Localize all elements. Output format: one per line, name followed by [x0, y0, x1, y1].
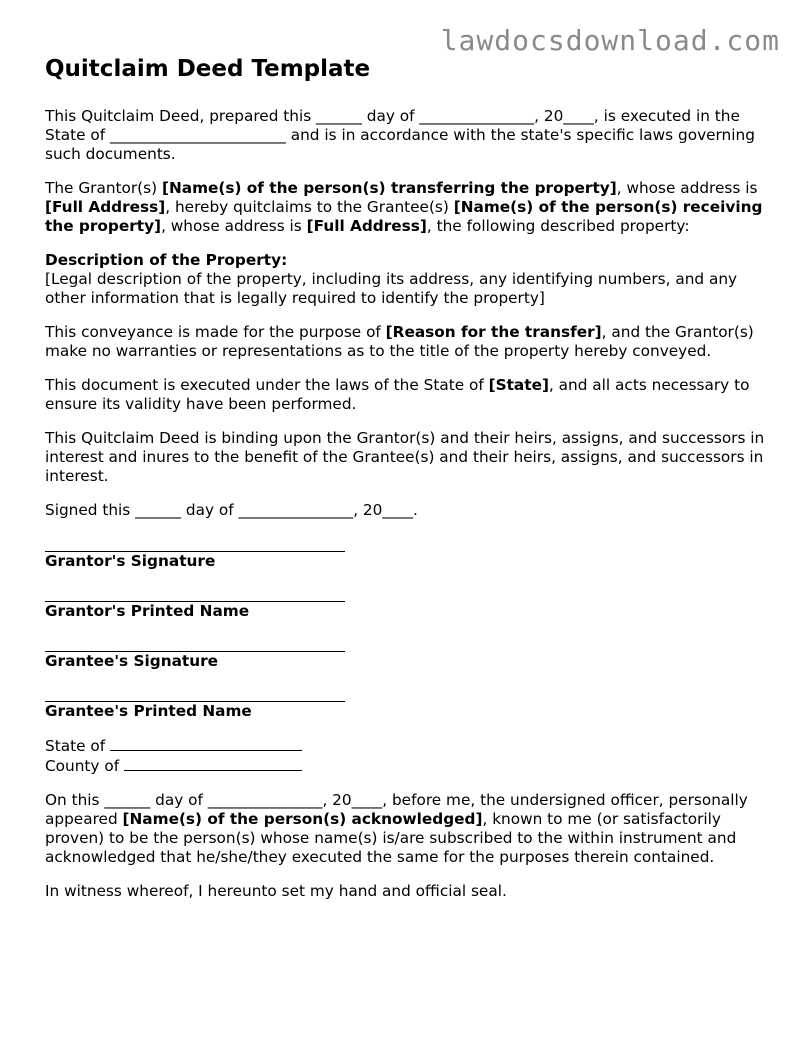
document-body [45, 54, 775, 916]
grantee-address-placeholder: [Full Address] [306, 217, 427, 235]
grantor-signature-label: Grantor's Signature [45, 552, 216, 570]
parties-paragraph: The Grantor(s) [Name(s) of the person(s) transferring the property], whose address is [Full Address], hereby quitclaims to the Grantee(s) [Name(s) of the person(s) receiving the property], whose address is [Full Address], the following described property: [45, 179, 763, 235]
intro-paragraph: This Quitclaim Deed, prepared this ______ day of _______________, 20____, is executed in the State of _______________________ and is in accordance with the state's specific laws governing such documents. [45, 107, 755, 163]
venue-block [45, 736, 775, 776]
state-of-line [45, 736, 775, 756]
grantor-printed-name-label: Grantor's Printed Name [45, 602, 250, 620]
laws-paragraph: This document is executed under the laws of the State of [State], and all acts necessary to ensure its validity have been performed. [45, 376, 750, 413]
conveyance-paragraph: This conveyance is made for the purpose of [Reason for the transfer], and the Grantor(s) make no warranties or representations as to the title of the property hereby conveyed. [45, 323, 754, 360]
state-placeholder: [State] [488, 376, 549, 394]
grantor-name-placeholder: [Name(s) of the person(s) transferring the property] [161, 179, 617, 197]
grantee-printed-name-line[interactable] [45, 686, 345, 702]
state-of-field[interactable] [110, 736, 302, 751]
witness-paragraph: In witness whereof, I hereunto set my hand and official seal. [45, 882, 507, 900]
grantee-signature-line[interactable] [45, 636, 345, 652]
property-description-text: [Legal description of the property, including its address, any identifying numbers, and any other information that is legally required to identify the property] [45, 270, 738, 307]
county-of-label: County of [45, 757, 124, 775]
grantor-printed-name-line[interactable] [45, 586, 345, 602]
grantee-name-placeholder: [Name(s) of the person(s) receiving the property] [45, 198, 763, 235]
signed-date-line: Signed this ______ day of _______________, 20____. [45, 501, 418, 519]
page-title: Quitclaim Deed Template [45, 56, 371, 82]
state-of-label: State of [45, 737, 110, 755]
property-description [45, 251, 775, 308]
property-description-heading: Description of the Property: [45, 251, 288, 269]
grantor-address-placeholder: [Full Address] [45, 198, 166, 216]
binding-paragraph: This Quitclaim Deed is binding upon the Grantor(s) and their heirs, assigns, and successors in interest and inures to the benefit of the Grantee(s) and their heirs, assigns, and successors in interest. [45, 429, 765, 485]
acknowledgment-paragraph: On this ______ day of _______________, 20____, before me, the undersigned officer, personally appeared [Name(s) of the person(s) acknowledged], known to me (or satisfactorily proven) to be the person(s) whose name(s) is/are subscribed to the within instrument and acknowledged that he/she/they executed the same for the purposes therein contained. [45, 791, 748, 866]
grantee-printed-name-label: Grantee's Printed Name [45, 702, 252, 720]
grantor-signature-line[interactable] [45, 536, 345, 552]
county-of-line [45, 756, 775, 776]
county-of-field[interactable] [124, 756, 302, 771]
grantee-signature-label: Grantee's Signature [45, 652, 219, 670]
signature-section [45, 536, 775, 721]
watermark-text: lawdocsdownload.com [440, 24, 780, 57]
acknowledged-person-placeholder: [Name(s) of the person(s) acknowledged] [122, 810, 483, 828]
reason-placeholder: [Reason for the transfer] [385, 323, 602, 341]
